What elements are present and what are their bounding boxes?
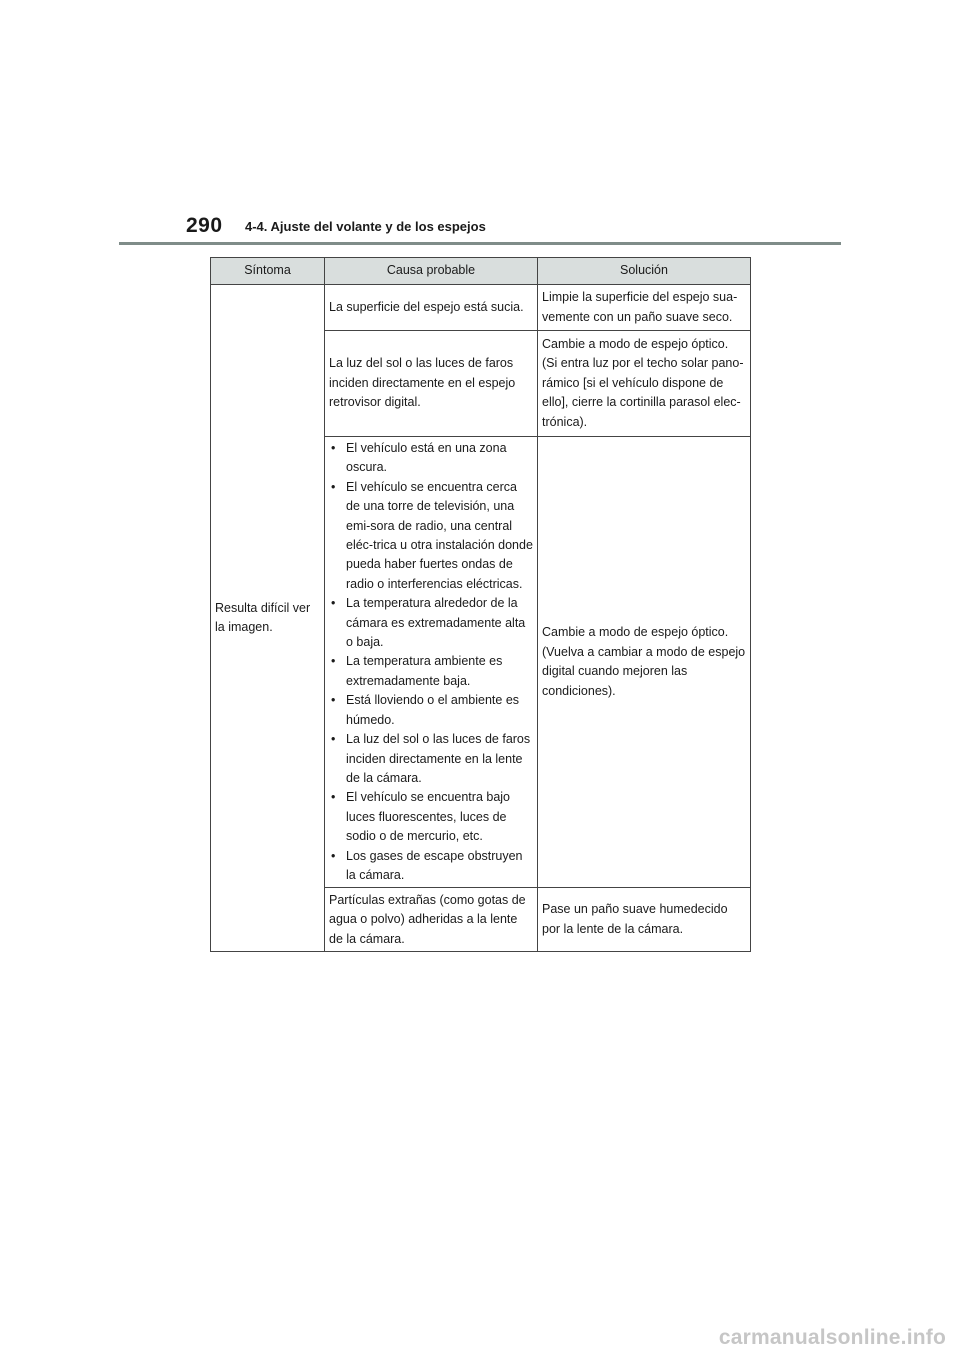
list-item: • La temperatura alrededor de la cámara es extremadamente alta o baja.: [329, 594, 533, 652]
troubleshooting-table: [210, 257, 751, 952]
table-row: [211, 285, 751, 331]
cause-cell: La superficie del espejo está sucia.: [325, 285, 538, 331]
solution-cell: Pase un paño suave humedecido por la lente de la cámara.: [538, 888, 751, 952]
solution-cell: Cambie a modo de espejo óptico. (Vuelva a cambiar a modo de espejo digital cuando mejoren las condiciones).: [538, 437, 751, 888]
solution-cell: Limpie la superficie del espejo sua-vemente con un paño suave seco.: [538, 285, 751, 331]
solution-cell: Cambie a modo de espejo óptico. (Si entra luz por el techo solar pano-rámico [si el vehículo dispone de ello], cierre la cortinilla parasol elec-trónica).: [538, 331, 751, 437]
list-item: • La temperatura ambiente es extremadamente baja.: [329, 652, 533, 691]
header-rule: [119, 242, 841, 245]
column-header-symptom: Síntoma: [211, 258, 325, 285]
watermark: carmanualsonline.info: [718, 1326, 946, 1349]
cause-cell: La luz del sol o las luces de faros inciden directamente en el espejo retrovisor digital.: [325, 331, 538, 437]
section-title: 4-4. Ajuste del volante y de los espejos: [245, 219, 486, 234]
list-item: • Está lloviendo o el ambiente es húmedo.: [329, 691, 533, 730]
column-header-cause: Causa probable: [325, 258, 538, 285]
list-item: • El vehículo está en una zona oscura.: [329, 439, 533, 478]
cause-list-cell: [325, 437, 538, 888]
table-header-row: [211, 258, 751, 285]
list-item: • El vehículo se encuentra bajo luces fluorescentes, luces de sodio o de mercurio, etc.: [329, 788, 533, 846]
cause-list: [329, 439, 533, 885]
symptom-cell: Resulta difícil ver la imagen.: [211, 285, 325, 952]
cause-cell: Partículas extrañas (como gotas de agua o polvo) adheridas a la lente de la cámara.: [325, 888, 538, 952]
list-item: • Los gases de escape obstruyen la cámara.: [329, 847, 533, 886]
list-item: • La luz del sol o las luces de faros inciden directamente en la lente de la cámara.: [329, 730, 533, 788]
column-header-solution: Solución: [538, 258, 751, 285]
page-number: 290: [186, 214, 223, 237]
list-item: • El vehículo se encuentra cerca de una torre de televisión, una emi-sora de radio, una central eléc-trica u otra instalación donde pueda haber fuertes ondas de radio o interferencias eléctricas.: [329, 478, 533, 594]
